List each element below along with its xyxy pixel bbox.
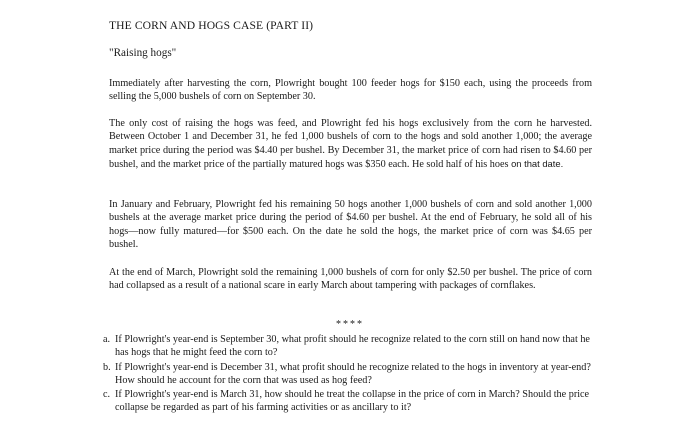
- question-list: [103, 333, 595, 416]
- paragraph-2-main: The only cost of raising the hogs was feed, and Plowright fed his hogs exclusively from the corn he harvested. Between October 1 and December 31, he fed 1,000 bushels of corn to the hogs and sold another 1,000; the average market price during the period was $4.40 per bushel. By December 31, the market price of corn had risen to $4.60 per bushel, and the market price of the partially matured hogs was $350 each. He sold half of his hoes: [109, 118, 592, 170]
- case-title: THE CORN AND HOGS CASE (PART II): [109, 19, 314, 32]
- question-text: If Plowright's year-end is December 31, what profit should he recognize related to the hogs in inventory at year-end? How should he account for the corn that was used as hog feed?: [115, 361, 591, 386]
- question-text: If Plowright's year-end is September 30, what profit should he recognize related to the corn still on hand now that he has hogs that he might feed the corn to?: [115, 334, 590, 359]
- question-item: [103, 388, 595, 415]
- paragraph-1: Immediately after harvesting the corn, Plowright bought 100 feeder hogs for $150 each, using the proceeds from selling the 5,000 bushels of corn on September 30.: [109, 78, 592, 103]
- section-subtitle: "Raising hogs": [109, 47, 177, 59]
- question-item: [103, 361, 595, 388]
- paragraph-4: At the end of March, Plowright sold the remaining 1,000 bushels of corn for only $2.50 per bushel. The price of corn had collapsed as a result of a national scare in early March about tampering with packages of cornflakes.: [109, 267, 592, 292]
- question-marker: b.: [103, 361, 111, 373]
- question-marker: a.: [103, 334, 111, 345]
- section-divider: ****: [336, 319, 364, 330]
- paragraph-3: In January and February, Plowright fed his remaining 50 hogs another 1,000 bushels of corn and sold another 1,000 bushels at the average market price during the period of $4.60 per bushel. At the end of February, he sold all of his hogs—now fully matured—for $500 each. On the date he sold the hogs, the market price of corn was $4.65 per bushel.: [109, 199, 592, 250]
- paragraph-2-tail: on that date.: [508, 157, 564, 169]
- paragraph-2: [109, 117, 592, 171]
- question-text: If Plowright's year-end is March 31, how should he treat the collapse in the price of corn in March? Should the price collapse be regarded as part of his farming activities or as ancillary to it?: [115, 389, 590, 414]
- question-item: [103, 333, 595, 360]
- question-marker: c.: [103, 389, 111, 401]
